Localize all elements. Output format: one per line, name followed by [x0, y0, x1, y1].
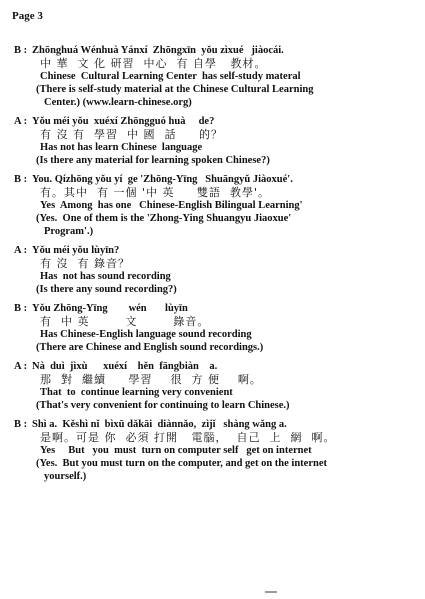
translation-line: (Is there any sound recording?)	[36, 284, 177, 295]
gloss-line: Chinese Cultural Learning Center has self-study materal	[40, 71, 301, 82]
hanzi-line: 有。其中 有 一個 '中 英 雙語 教學'。	[40, 186, 271, 199]
pinyin-line: Yǒu méi yǒu xuéxí Zhōngguó huà de?	[32, 116, 215, 127]
gloss-line: Has Chinese-English language sound recording	[40, 329, 252, 340]
pinyin-line: Nà duì jìxù xuéxí hěn fāngbiàn a.	[32, 361, 218, 372]
hanzi-line: 中 華 文 化 研習 中心 有 自學 教材。	[40, 57, 267, 70]
pinyin-line: Shì a. Kěshì nǐ bìxū dǎkāi diànnǎo, zìjǐ shàng wǎng a.	[32, 419, 287, 430]
footer-mark	[265, 591, 277, 593]
translation-line: (There are Chinese and English sound recordings.)	[36, 342, 264, 353]
dialogue-turn	[0, 418, 425, 483]
speaker-label: B :	[14, 419, 28, 430]
hanzi-line: 是啊。可是 你 必須 打開 電腦， 自己 上 網 啊。	[40, 431, 336, 444]
page-number: Page 3	[12, 10, 43, 22]
dialogue-turn	[0, 302, 425, 354]
gloss-line: Yes Among has one Chinese-English Bilingual Learning'	[40, 200, 303, 211]
dialogue-turn	[0, 173, 425, 238]
pinyin-line: Yǒu Zhōng-Yīng wén lùyīn	[32, 303, 188, 314]
gloss-line: Yes But you must turn on computer self get on internet	[40, 445, 312, 456]
speaker-label: B :	[14, 45, 28, 56]
gloss-line: Has not has learn Chinese language	[40, 142, 203, 153]
speaker-label: B :	[14, 303, 28, 314]
dialogue	[0, 44, 425, 489]
translation-line: yourself.)	[44, 471, 87, 482]
gloss-line: That to continue learning very convenient	[40, 387, 233, 398]
dialogue-turn	[0, 44, 425, 109]
pinyin-line: Yǒu méi yǒu lùyīn?	[32, 245, 120, 256]
pinyin-line: You. Qízhōng yǒu yí ge 'Zhōng-Yīng Shuāngyǔ Jiàoxué'.	[32, 174, 293, 185]
translation-line: (That's very convenient for continuing to learn Chinese.)	[36, 400, 290, 411]
dialogue-turn	[0, 115, 425, 167]
translation-line: (Yes. But you must turn on the computer, and get on the internet	[36, 458, 327, 469]
translation-line: Center.) (www.learn-chinese.org)	[44, 97, 192, 108]
dialogue-turn	[0, 360, 425, 412]
translation-line: (There is self-study material at the Chinese Cultural Learning	[36, 84, 314, 95]
hanzi-line: 有 沒 有 錄音？	[40, 257, 130, 270]
translation-line: (Is there any material for learning spoken Chinese?)	[36, 155, 270, 166]
dialogue-turn	[0, 244, 425, 296]
translation-line: Program'.)	[44, 226, 94, 237]
gloss-line: Has not has sound recording	[40, 271, 171, 282]
hanzi-line: 有 中 英 文 錄音。	[40, 315, 210, 328]
translation-line: (Yes. One of them is the 'Zhong-Ying Shuangyu Jiaoxue'	[36, 213, 292, 224]
hanzi-line: 有 沒 有 學習 中 國 話 的？	[40, 128, 223, 141]
speaker-label: A :	[14, 361, 28, 372]
speaker-label: B :	[14, 174, 28, 185]
speaker-label: A :	[14, 245, 28, 256]
speaker-label: A :	[14, 116, 28, 127]
pinyin-line: Zhōnghuá Wénhuà Yánxí Zhōngxīn yǒu zìxué jiàocái.	[32, 45, 284, 56]
hanzi-line: 那 對 繼續 學習 很 方 便 啊。	[40, 373, 262, 386]
